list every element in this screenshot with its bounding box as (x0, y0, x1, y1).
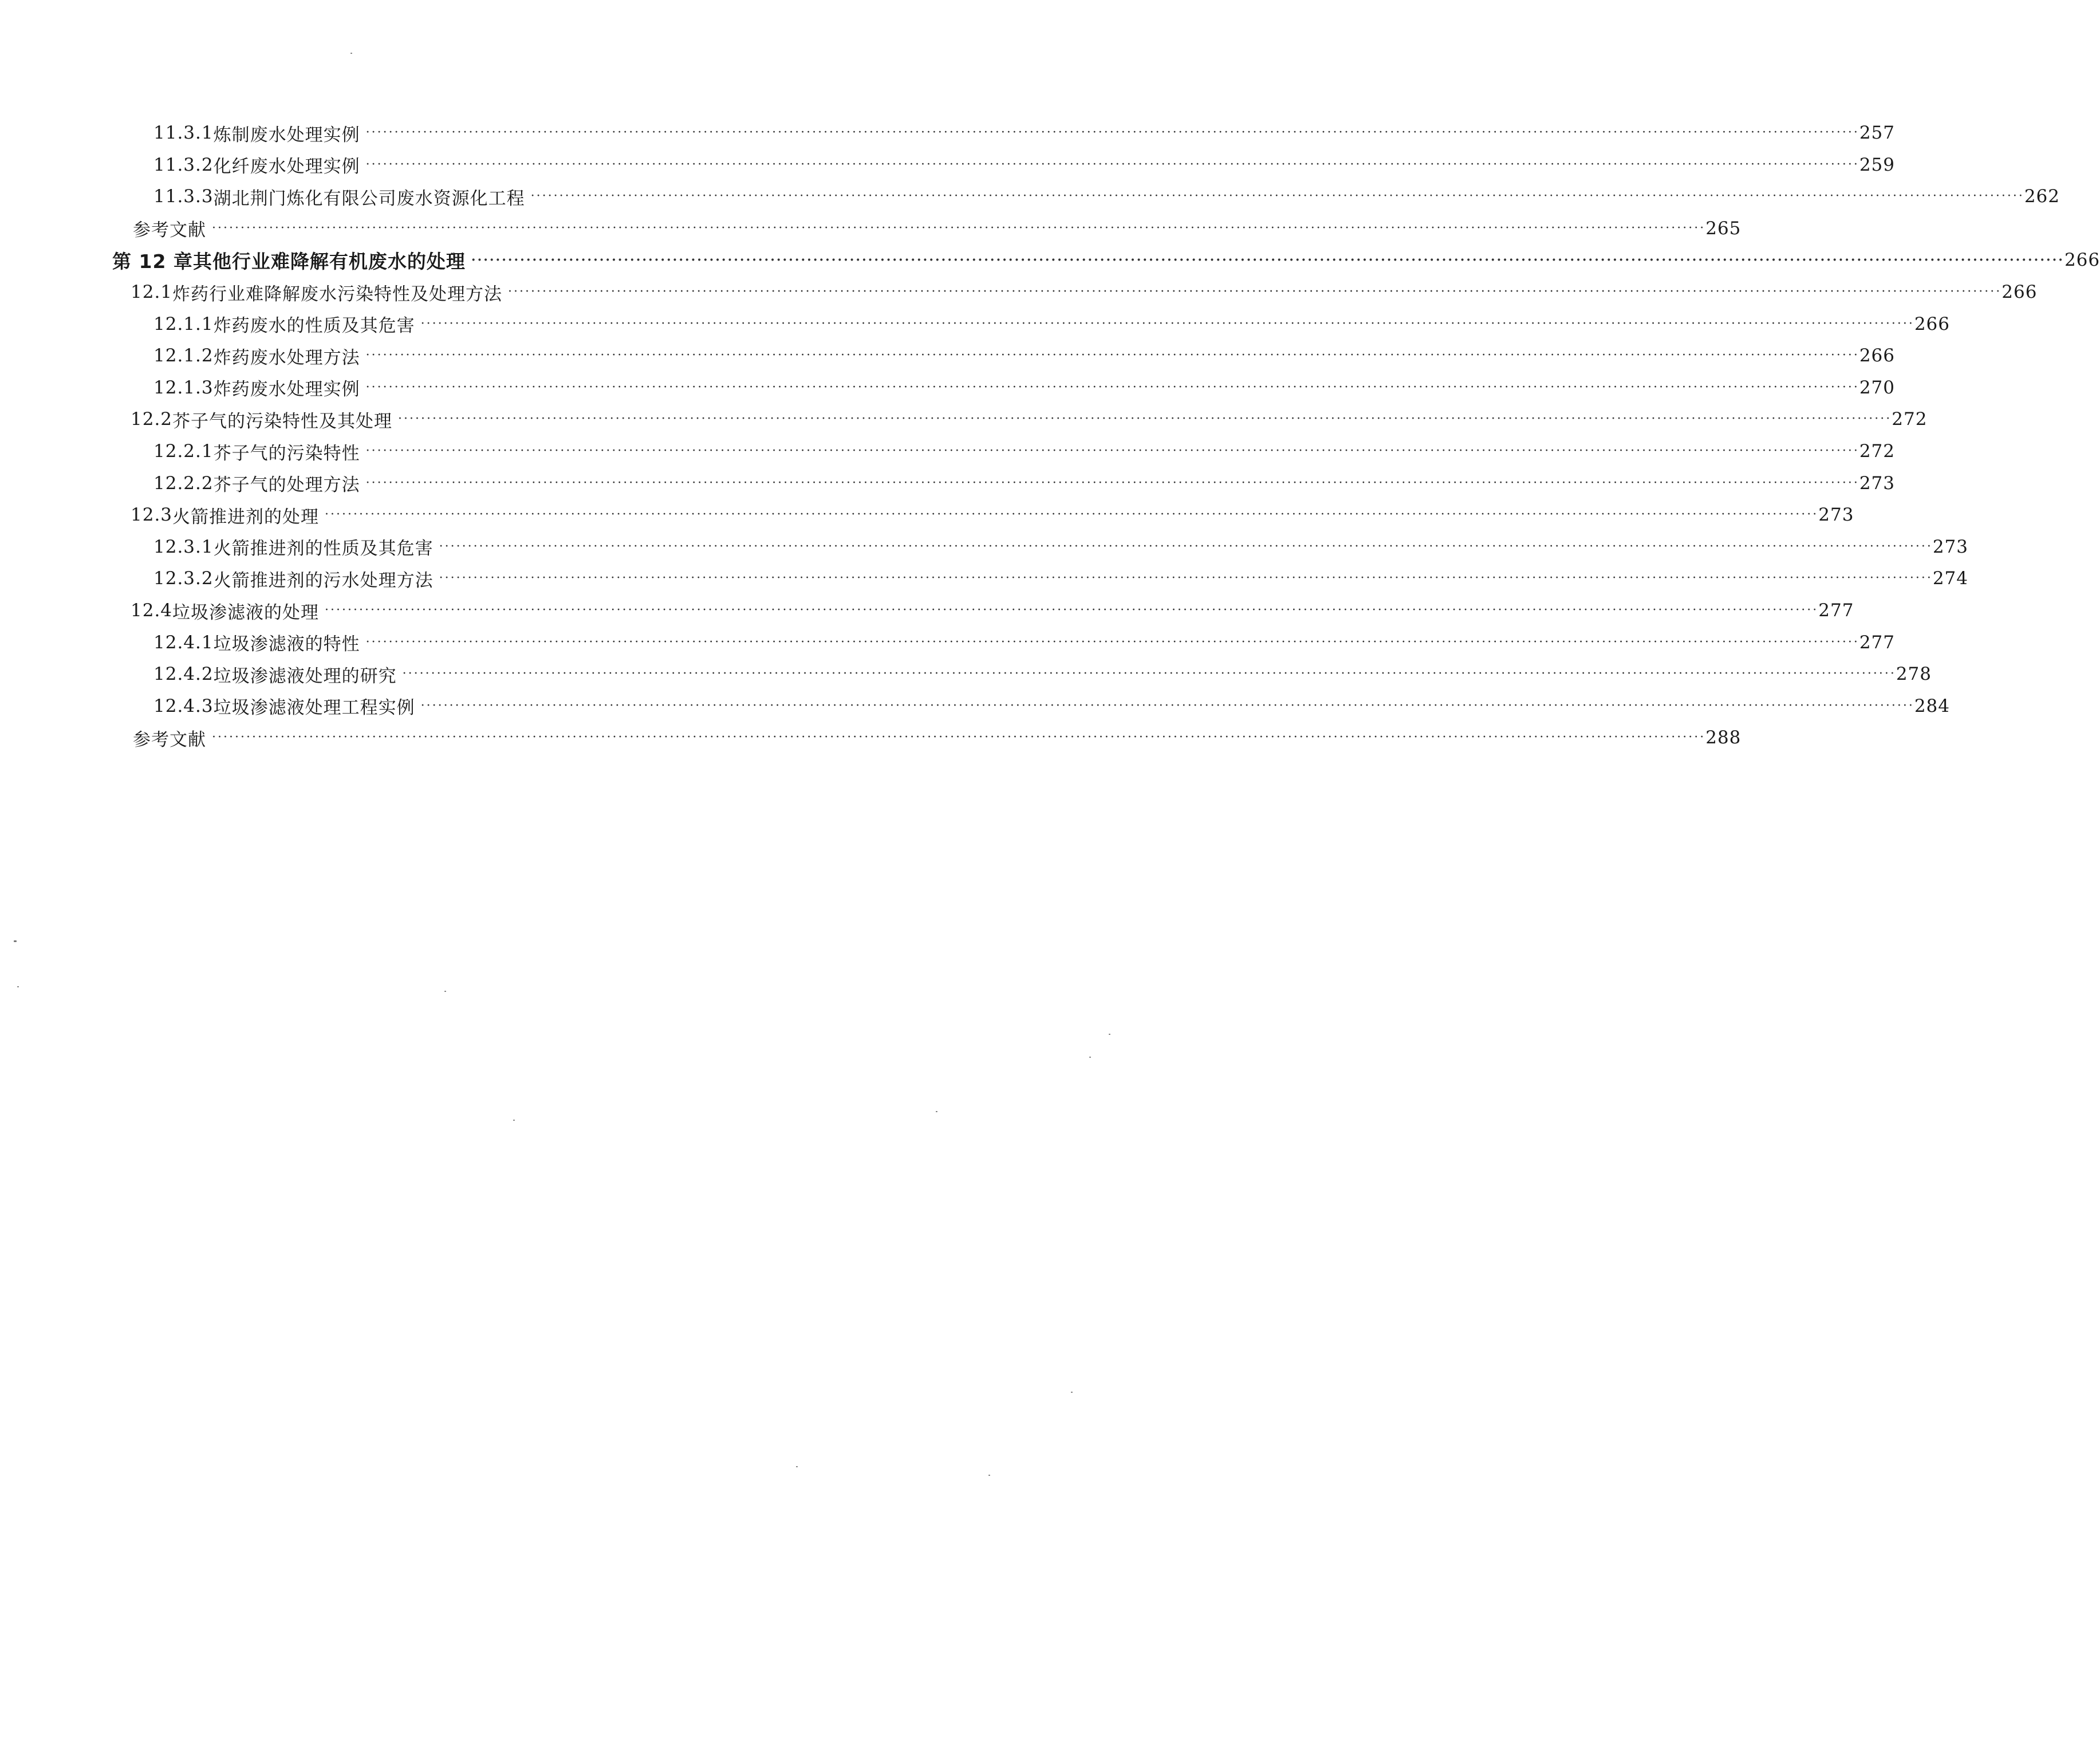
toc-chapter-entry[interactable] (0, 245, 2100, 275)
toc-entry-page: 266 (1859, 345, 1895, 367)
toc-entry-references[interactable] (0, 213, 1742, 244)
toc-entry-number: 12.4.3 (153, 695, 214, 716)
dot-leader (212, 213, 1705, 244)
scan-speck (988, 1475, 990, 1476)
toc-entry-page: 259 (1859, 154, 1895, 175)
toc-entry-page: 288 (1705, 727, 1742, 749)
toc-entry-title: 参考文献 (133, 220, 206, 241)
toc-entry-number: 12.2 (131, 409, 173, 430)
toc-entry[interactable] (0, 659, 1932, 690)
toc-entry-page: 262 (2024, 186, 2060, 207)
toc-entry-title: 化纤废水处理实例 (213, 156, 360, 178)
toc-entry[interactable] (0, 563, 1968, 594)
dot-leader (212, 722, 1705, 753)
scan-speck (513, 1120, 515, 1121)
toc-entry-page: 273 (1932, 536, 1968, 557)
toc-entry-title: 湖北荆门炼化有限公司废水资源化工程 (213, 188, 525, 209)
toc-entry-page: 278 (1896, 664, 1932, 685)
toc-entry[interactable] (0, 181, 2060, 212)
toc-entry-number: 11.3.2 (153, 154, 214, 175)
toc-section-entry[interactable] (0, 404, 1928, 435)
toc-entry-title: 炸药废水处理方法 (213, 347, 360, 368)
toc-entry-number: 12.1 (131, 282, 173, 302)
dot-leader (508, 277, 2001, 308)
toc-entry-number: 11.3.1 (153, 123, 214, 143)
dot-leader (398, 404, 1892, 435)
dot-leader (421, 309, 1914, 340)
toc-entry-title: 芥子气的污染特性及其处理 (172, 411, 393, 432)
scan-speck (350, 53, 352, 54)
scan-speck (14, 940, 17, 942)
toc-entry[interactable] (0, 372, 1895, 403)
toc-entry-number: 12.4.2 (153, 664, 214, 685)
toc-entry-title: 垃圾渗滤液处理工程实例 (213, 698, 415, 719)
toc-entry-page: 272 (1892, 409, 1928, 430)
dot-leader (531, 181, 2024, 212)
dot-leader (366, 340, 1859, 371)
toc-entry[interactable] (0, 340, 1895, 371)
toc-entry-page: 270 (1859, 377, 1895, 398)
toc-entry[interactable] (0, 468, 1895, 499)
toc-section-entry[interactable] (0, 595, 1854, 626)
scan-speck (1071, 1392, 1073, 1393)
dot-leader (421, 691, 1914, 722)
dot-leader (439, 531, 1933, 562)
toc-entry-page: 277 (1818, 600, 1854, 621)
toc-entry[interactable] (0, 117, 1895, 148)
toc-entry-number: 12.3 (131, 505, 173, 526)
toc-entry-page: 274 (1932, 568, 1968, 589)
toc-entry-number: 12.1.1 (153, 313, 214, 334)
toc-entry[interactable] (0, 309, 1950, 340)
dot-leader (471, 245, 2064, 275)
toc-entry-title: 火箭推进剂的处理 (172, 506, 320, 527)
toc-entry-title: 炸药行业难降解废水污染特性及处理方法 (172, 283, 503, 305)
toc-entry-number: 12.2.2 (153, 472, 214, 494)
toc-chapter-title: 其他行业难降解有机废水的处理 (192, 250, 466, 273)
scan-speck (17, 986, 19, 987)
toc-entry-number: 12.3.2 (153, 568, 214, 589)
toc-entry-page: 257 (1859, 123, 1895, 143)
toc-entry-page: 272 (1859, 441, 1895, 462)
dot-leader (439, 563, 1933, 594)
toc-entry-title: 垃圾渗滤液处理的研究 (213, 665, 397, 687)
toc-entry-page: 266 (2001, 282, 2038, 302)
toc-entry-page: 277 (1859, 632, 1895, 653)
toc-entry-page: 284 (1914, 695, 1950, 716)
dot-leader (325, 499, 1818, 530)
toc-entry-number: 12.4.1 (153, 632, 214, 653)
toc-section-entry[interactable] (0, 499, 1854, 530)
toc-entry-number: 11.3.3 (153, 186, 214, 207)
toc-entry-title: 芥子气的污染特性 (213, 443, 360, 464)
scan-speck (796, 1466, 798, 1467)
scan-speck (444, 991, 446, 992)
toc-entry-title: 火箭推进剂的污水处理方法 (213, 570, 434, 591)
dot-leader (403, 659, 1896, 690)
toc-entry-title: 炸药废水的性质及其危害 (213, 316, 415, 337)
toc-entry-title: 炼制废水处理实例 (213, 124, 360, 145)
toc-entry-title: 火箭推进剂的性质及其危害 (213, 538, 434, 560)
dot-leader (366, 372, 1859, 403)
dot-leader (366, 117, 1859, 148)
dot-leader (325, 595, 1818, 626)
toc-entry-page: 273 (1818, 505, 1854, 526)
toc-entry-page: 266 (1914, 313, 1950, 334)
toc-entry-number: 12.3.1 (153, 536, 214, 557)
toc-entry[interactable] (0, 691, 1950, 722)
toc-entry-number: 12.2.1 (153, 441, 214, 462)
toc-entry-title: 参考文献 (133, 729, 206, 750)
scan-speck (1089, 1057, 1091, 1058)
toc-entry-page: 273 (1859, 472, 1895, 494)
toc-entry-title: 垃圾渗滤液的特性 (213, 634, 360, 655)
toc-entry-page: 265 (1705, 218, 1742, 239)
toc-entry[interactable] (0, 531, 1968, 562)
toc-entry[interactable] (0, 149, 1895, 180)
toc-section-entry[interactable] (0, 277, 2038, 308)
dot-leader (366, 468, 1859, 499)
dot-leader (366, 149, 1859, 180)
toc-chapter-number: 第 12 章 (112, 250, 193, 273)
toc-entry-number: 12.1.3 (153, 377, 214, 398)
toc-entry-title: 芥子气的处理方法 (213, 475, 360, 496)
dot-leader (366, 436, 1859, 467)
toc-entry-number: 12.4 (131, 600, 173, 621)
toc-entry-page: 266 (2064, 250, 2100, 271)
toc-entry[interactable] (0, 436, 1895, 467)
toc-entry[interactable] (0, 627, 1895, 658)
toc-entry-title: 垃圾渗滤液的处理 (172, 602, 320, 623)
toc-entry-references[interactable] (0, 722, 1742, 753)
toc-entry-title: 炸药废水处理实例 (213, 379, 360, 400)
dot-leader (366, 627, 1859, 658)
scan-speck (1109, 1034, 1110, 1035)
scan-speck (936, 1111, 937, 1112)
toc-entry-number: 12.1.2 (153, 345, 214, 367)
